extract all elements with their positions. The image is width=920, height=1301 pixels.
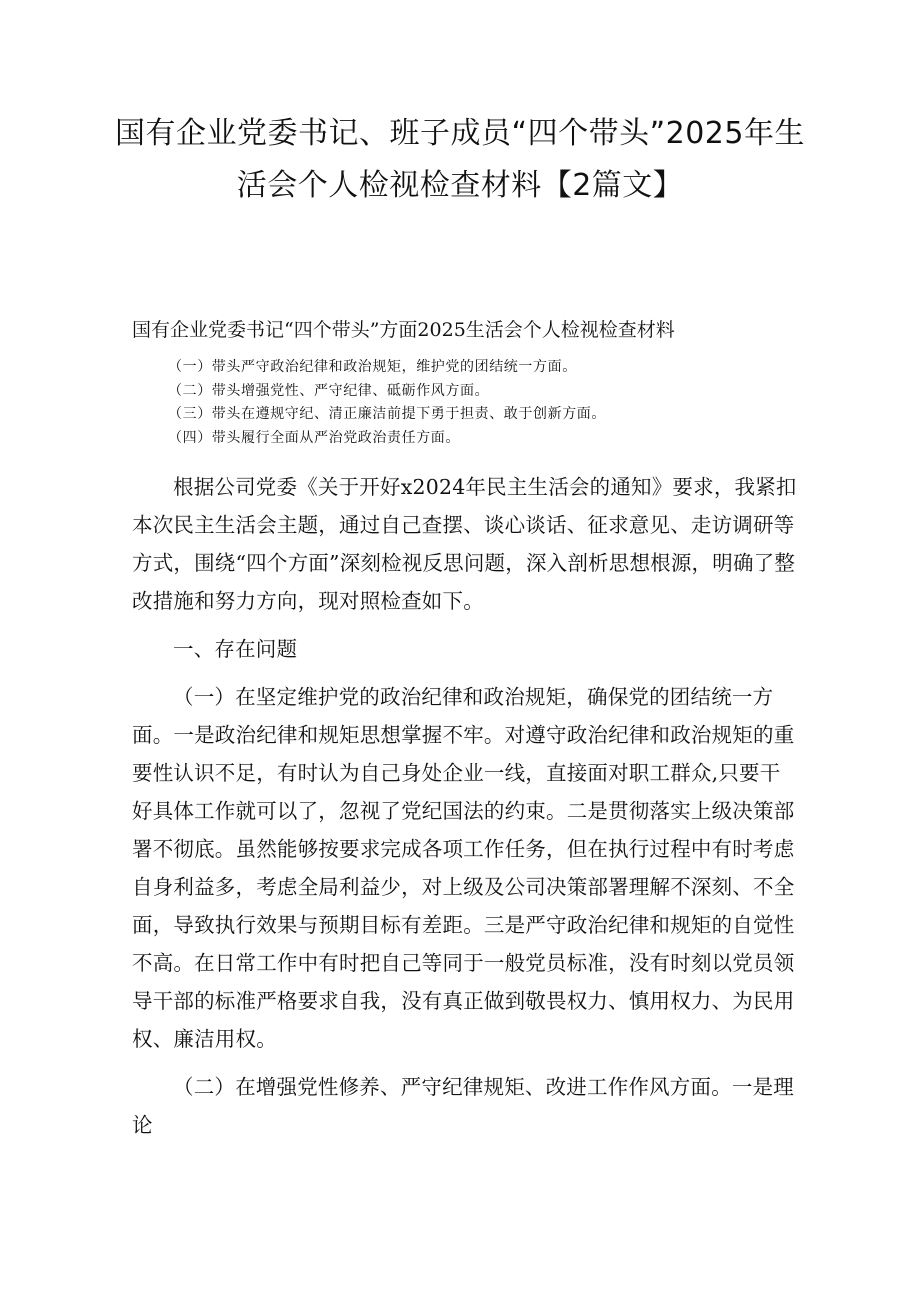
outline-item: （四）带头履行全面从严治党政治责任方面。 — [168, 429, 460, 446]
outline-list — [168, 356, 840, 450]
outline-item: （三）带头在遵规守纪、清正廉洁前提下勇于担责、敢于创新方面。 — [168, 406, 606, 422]
title-line-2: 活会个人检视检查材料【2篇文】 — [236, 168, 684, 203]
article-subtitle: 国有企业党委书记“四个带头”方面2025生活会个人检视检查材料 — [132, 319, 675, 341]
document-title — [100, 108, 820, 212]
title-line-1: 国有企业党委书记、班子成员“四个带头”2025年生 — [115, 116, 805, 151]
section-paragraph-1: （一）在坚定维护党的政治纪律和政治规矩，确保党的团结统一方面。一是政治纪律和规矩思想掌握不牢。对遵守政治纪律和政治规矩的重要性认识不足，有时认为自己身处企业一线，直接面对职工群众,只要干好具体工作就可以了，忽视了党纪国法的约束。二是贯彻落实上级决策部署不彻底。虽然能够按要求完成各项工作任务，但在执行过程中有时考虑自身利益多，考虑全局利益少，对上级及公司决策部署理解不深刻、不全面，导致执行效果与预期目标有差距。三是严守政治纪律和规矩的自觉性不高。在日常工作中有时把自己等同于一般党员标准，没有时刻以党员领导干部的标准严格要求自我，没有真正做到敬畏权力、慎用权力、为民用权、廉洁用权。 — [132, 685, 795, 1051]
intro-paragraph: 根据公司党委《关于开好x2024年民主生活会的通知》要求，我紧扣本次民主生活会主题，通过自己查摆、谈心谈话、征求意见、走访调研等方式，围绕“四个方面”深刻检视反思问题，深入剖析思想根源，明确了整改措施和努力方向，现对照检查如下。 — [132, 475, 797, 613]
section-heading: 一、存在问题 — [173, 637, 298, 661]
section-paragraph-2: （二）在增强党性修养、严守纪律规矩、改进工作作风方面。一是理论 — [132, 1075, 794, 1137]
outline-item: （二）带头增强党性、严守纪律、砥砺作风方面。 — [168, 382, 490, 399]
outline-item: （一）带头严守政治纪律和政治规矩，维护党的团结统一方面。 — [168, 359, 577, 375]
document-body — [132, 468, 800, 1144]
